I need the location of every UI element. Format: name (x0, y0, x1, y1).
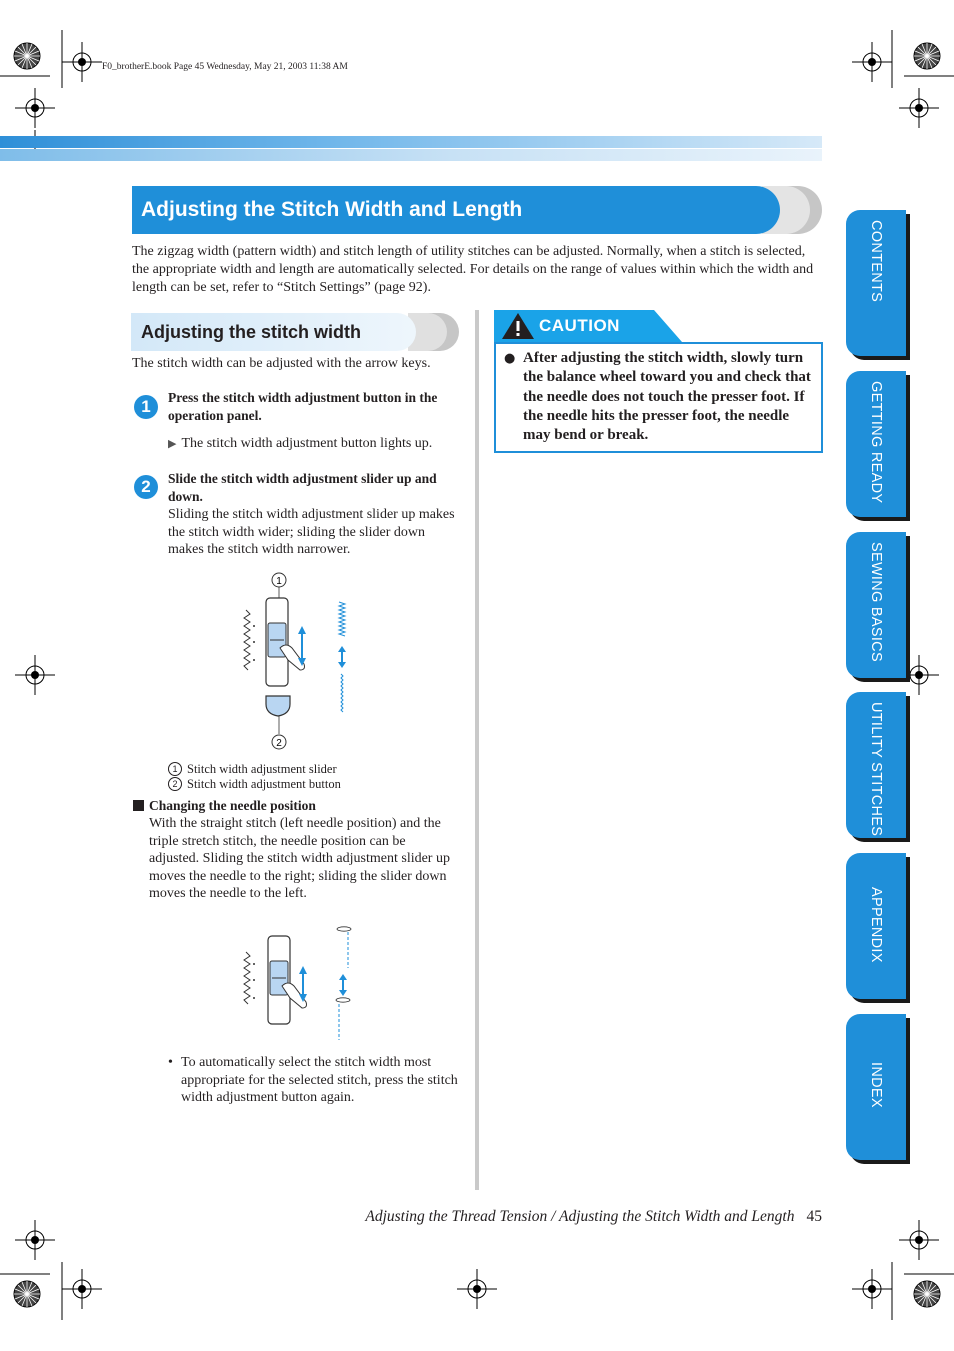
header-band-bottom (0, 149, 822, 161)
needle-heading: Changing the needle position (149, 798, 316, 813)
needle-position-figure (238, 922, 358, 1042)
footer-text: Adjusting the Thread Tension / Adjusting the Stitch Width and Length (365, 1208, 795, 1225)
square-bullet-icon (133, 800, 144, 811)
dot-bullet-icon: • (168, 1055, 173, 1070)
tab-utility-stitches[interactable] (846, 692, 906, 838)
header-band-top (0, 136, 822, 148)
step-1-icon: 1 (134, 395, 158, 419)
tab-sewing-basics[interactable] (846, 532, 906, 678)
column-divider (475, 310, 479, 1190)
caution-bullet-icon: ● (504, 351, 516, 366)
tab-index-label: INDEX (868, 1062, 884, 1108)
needle-body: With the straight stitch (left needle position) and the triple stretch stitch, the needle position can be adjusted. Sliding the stitch width adjustment slider up moves the needle to the right; sliding the slider down moves the needle to the left. (149, 816, 450, 901)
step-1-result-text: The stitch width adjustment button lights up. (181, 436, 433, 451)
tip-item (168, 1054, 463, 1107)
step-2-body: Sliding the stitch width adjustment slider up makes the stitch width wider; sliding the slider down makes the stitch width narrower. (168, 507, 455, 557)
page-number: 45 (806, 1208, 822, 1225)
callout-2: 2 (276, 738, 282, 749)
narrow-zigzag-icon (341, 674, 343, 712)
figure-legend (168, 762, 341, 792)
legend-text-1: Stitch width adjustment slider (187, 762, 337, 776)
step-2-icon: 2 (134, 475, 158, 499)
wide-zigzag-icon (339, 602, 345, 636)
legend-item (168, 777, 341, 792)
tab-getting-ready-label: GETTING READY (868, 381, 884, 504)
print-meta: F0_brotherE.book Page 45 Wednesday, May 21, 2003 11:38 AM (102, 62, 348, 72)
tab-contents-label: CONTENTS (868, 220, 884, 303)
stitch-width-slider-figure (238, 570, 358, 755)
step-2-title: Slide the stitch width adjustment slider up and down. (168, 471, 437, 504)
section-lead: The stitch width can be adjusted with the arrow keys. (132, 356, 431, 371)
tab-utility-stitches-label: UTILITY STITCHES (868, 702, 884, 837)
callout-1: 1 (276, 576, 282, 587)
legend-num-2: 2 (168, 777, 182, 791)
triangle-bullet-icon: ▶ (168, 438, 177, 450)
legend-text-2: Stitch width adjustment button (187, 777, 341, 791)
tab-sewing-basics-label: SEWING BASICS (868, 542, 884, 662)
step-1-title: Press the stitch width adjustment button in the operation panel. (168, 390, 438, 423)
section-heading: Adjusting the stitch width (131, 313, 416, 351)
caution-text: After adjusting the stitch width, slowly turn the balance wheel toward you and check that the needle does not touch the presser foot. If the needle hits the presser foot, the needle may bend or break. (523, 350, 811, 444)
zigzag-stitch-icon (244, 610, 250, 670)
tab-getting-ready[interactable] (846, 371, 906, 517)
tab-index[interactable] (846, 1014, 906, 1160)
page-title: Adjusting the Stitch Width and Length (132, 186, 780, 234)
width-button-icon (266, 696, 290, 716)
page-footer (310, 1208, 822, 1226)
tab-appendix-label: APPENDIX (868, 887, 884, 963)
legend-item (168, 762, 341, 777)
tab-appendix[interactable] (846, 853, 906, 999)
legend-num-1: 1 (168, 762, 182, 776)
step-1-result (168, 435, 468, 454)
tip-text: To automatically select the stitch width most appropriate for the selected stitch, press the stitch width adjustment button again. (181, 1055, 458, 1105)
caution-label: CAUTION (539, 316, 620, 335)
tab-contents[interactable] (846, 210, 906, 356)
zigzag-stitch-icon (244, 952, 250, 1004)
intro-paragraph: The zigzag width (pattern width) and stitch length of utility stitches can be adjusted. Normally, when a stitch is selected, the appropriate width and length are automatically selected. For details on the range of values within which the width and length can be set, refer to “Stitch Settings” (page 92). (132, 244, 814, 295)
